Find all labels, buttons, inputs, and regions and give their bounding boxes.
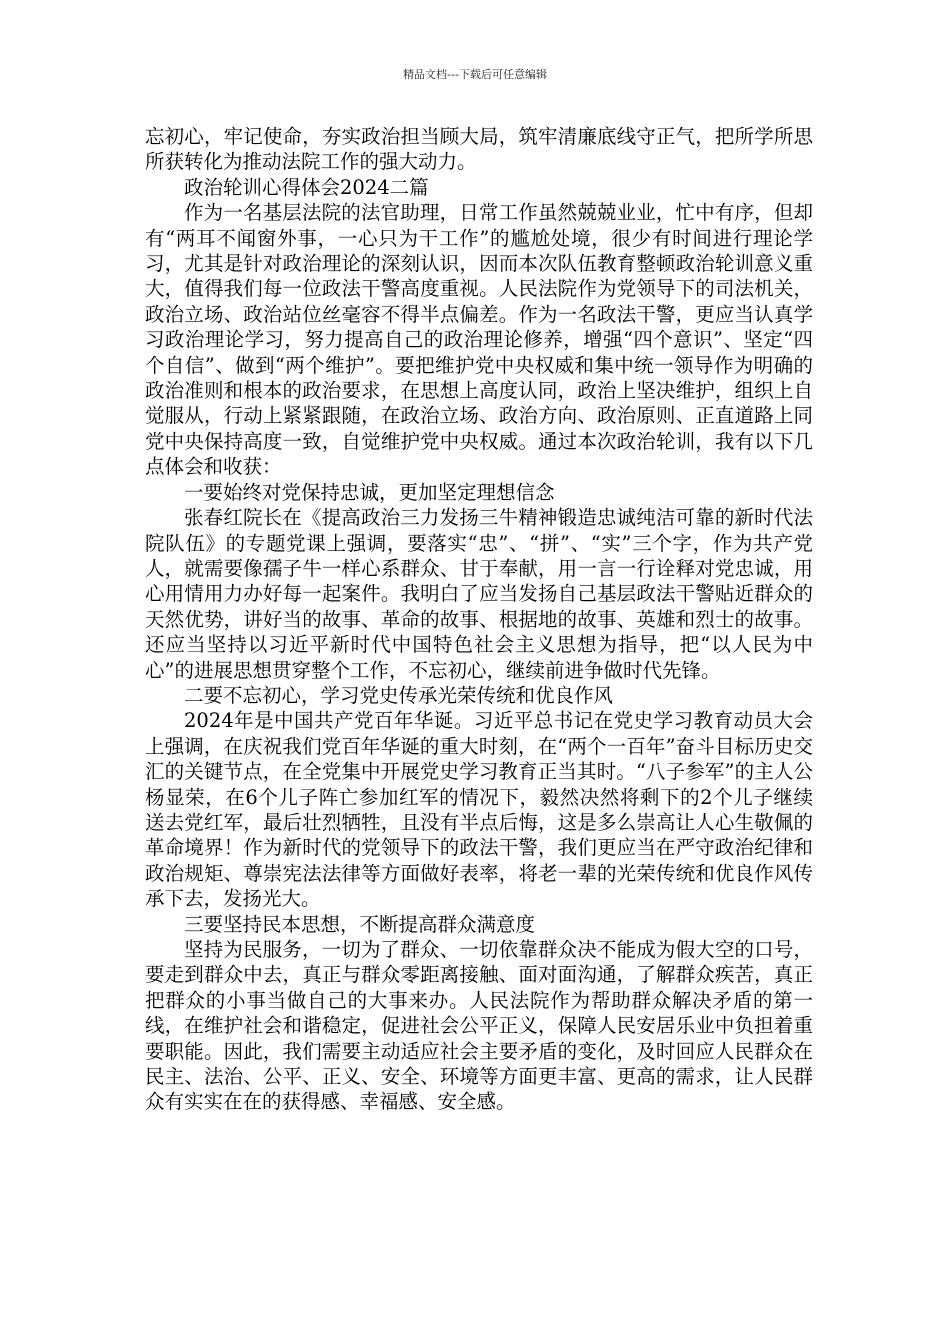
document-body — [145, 124, 813, 1115]
section-heading-1: 一要始终对党保持忠诚，更加坚定理想信念 — [184, 480, 555, 504]
paragraph: 张春红院长在《提高政治三力发扬三牛精神锻造忠诚纯洁可靠的新时代法院队伍》的专题党课上强调，要落实“忠”、“拼”、“实”三个字，作为共产党人，就需要像孺子牛一样心系群众、甘于奉献，用一言一行诠释对党忠诚，用心用情用力办好每一起案件。我明白了应当发扬自己基层政法干警贴近群众的天然优势，讲好当的故事、革命的故事、根据地的故事、英雄和烈士的故事。还应当坚持以习近平新时代中国特色社会主义思想为指导，把“以人民为中心”的进展思想贯穿整个工作，不忘初心，继续前进争做时代先锋。 — [145, 506, 813, 682]
section-title: 政治轮训心得体会2024二篇 — [184, 175, 429, 199]
section-heading-3: 三要坚持民本思想，不断提高群众满意度 — [184, 912, 536, 936]
section-heading-2: 二要不忘初心，学习党史传承光荣传统和优良作风 — [184, 683, 614, 707]
paragraph: 坚持为民服务，一切为了群众、一切依靠群众决不能成为假大空的口号，要走到群众中去，真正与群众零距离接触、面对面沟通，了解群众疾苦，真正把群众的小事当做自己的大事来办。人民法院作为帮助群众解决矛盾的第一线，在维护社会和谐稳定，促进社会公平正义，保障人民安居乐业中负担着重要职能。因此，我们需要主动适应社会主要矛盾的变化，及时回应人民群众在民主、法治、公平、正义、安全、环境等方面更丰富、更高的需求，让人民群众有实实在在的获得感、幸福感、安全感。 — [145, 938, 813, 1114]
page-header: 精品文档---下载后可任意编辑 — [403, 68, 547, 81]
paragraph: 2024年是中国共产党百年华诞。习近平总书记在党史学习教育动员大会上强调，在庆祝我们党百年华诞的重大时刻，在“两个一百年”奋斗目标历史交汇的关键节点，在全党集中开展党史学习教育正当其时。“八子参军”的主人公杨显荣，在6个儿子阵亡参加红军的情况下，毅然决然将剩下的2个儿子继续送去党红军，最后壮烈牺牲，且没有半点后悔，这是多么崇高让人心生敬佩的革命境界！作为新时代的党领导下的政法干警，我们更应当在严守政治纪律和政治规矩、尊崇宪法法律等方面做好表率，将老一辈的光荣传统和优良作风传承下去，发扬光大。 — [145, 709, 813, 911]
paragraph-continued: 忘初心，牢记使命，夯实政治担当顾大局，筑牢清廉底线守正气，把所学所思所获转化为推动法院工作的强大动力。 — [145, 125, 813, 174]
paragraph: 作为一名基层法院的法官助理，日常工作虽然兢兢业业，忙中有序，但却有“两耳不闻窗外事，一心只为干工作”的尴尬处境，很少有时间进行理论学习，尤其是针对政治理论的深刻认识，因而本次队伍教育整顿政治轮训意义重大，值得我们每一位政法干警高度重视。人民法院作为党领导下的司法机关，政治立场、政治站位丝毫容不得半点偏差。作为一名政法干警，更应当认真学习政治理论学习，努力提高自己的政治理论修养，增强“四个意识”、坚定“四个自信”、做到“两个维护”。要把维护党中央权威和集中统一领导作为明确的政治准则和根本的政治要求，在思想上高度认同，政治上坚决维护，组织上自觉服从，行动上紧紧跟随，在政治立场、政治方向、政治原则、正直道路上同党中央保持高度一致，自觉维护党中央权威。通过本次政治轮训，我有以下几点体会和收获： — [145, 201, 813, 479]
